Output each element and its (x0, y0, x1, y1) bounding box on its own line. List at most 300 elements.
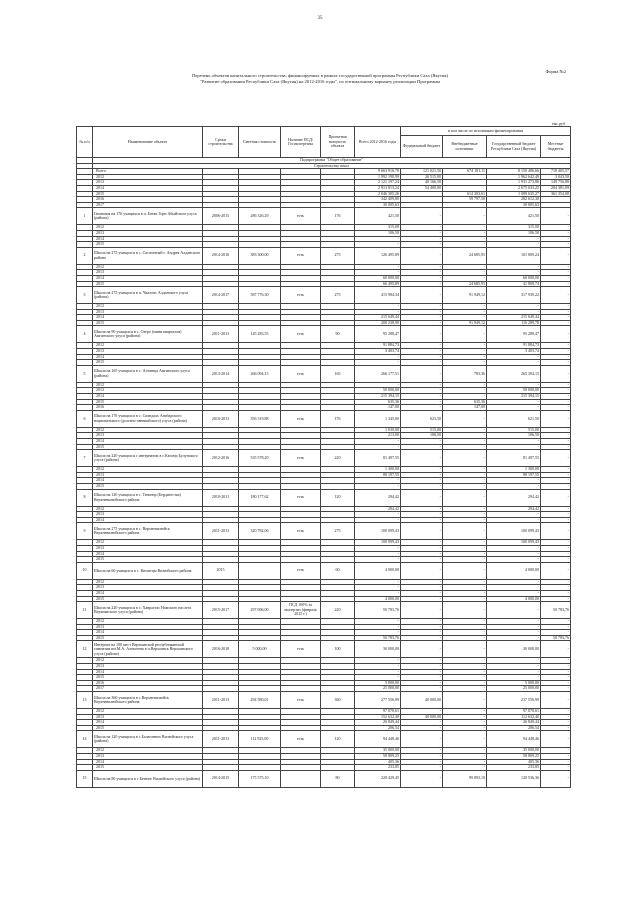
offbudget-amount: 91 949,12 (443, 320, 487, 326)
row-number: 13 (77, 692, 93, 709)
year-label: 2015 (93, 444, 203, 450)
total-amount: 421,50 (355, 208, 401, 225)
construction-term: 2011-2013 (203, 326, 239, 343)
offbudget-amount: - (443, 360, 487, 366)
local-amount: - (541, 489, 571, 506)
total-amount: 126 495,89 (355, 247, 401, 264)
republic-amount: 8 150 486,66 (487, 169, 541, 175)
total-amount: 58 809,25 (355, 754, 401, 760)
year-label: 2013 (93, 433, 203, 439)
year-label: 2014 (93, 551, 203, 557)
offbudget-amount: - (443, 517, 487, 523)
offbudget-amount: - (443, 512, 487, 518)
year-label: 2014 (93, 517, 203, 523)
object-row (77, 326, 571, 343)
federal-amount: - (401, 236, 443, 242)
federal-amount: - (401, 247, 443, 264)
local-amount: 50 783,76 (541, 635, 571, 641)
republic-amount: - (487, 635, 541, 641)
federal-amount: - (401, 557, 443, 563)
header-republic: Государственный бюджет Республики Саха (Якутия) (487, 136, 541, 158)
year-label: 2013 (93, 512, 203, 518)
local-amount: - (541, 630, 571, 636)
republic-amount: - (487, 304, 541, 310)
republic-amount: 515,00 (487, 427, 541, 433)
federal-amount: - (401, 641, 443, 658)
year-label: 2014 (93, 590, 203, 596)
federal-amount: - (401, 349, 443, 355)
federal-amount: - (401, 309, 443, 315)
local-amount: - (541, 433, 571, 439)
offbudget-amount: - (443, 545, 487, 551)
total-amount: - (355, 658, 401, 664)
year-label: 2013 (93, 309, 203, 315)
offbudget-amount: - (443, 343, 487, 349)
local-amount: - (541, 287, 571, 304)
offbudget-amount: - (443, 562, 487, 579)
republic-amount: 30 005,63 (487, 202, 541, 208)
republic-amount: 4 000,00 (487, 596, 541, 602)
republic-amount: 50 000,00 (487, 388, 541, 394)
total-amount: 4 000,00 (355, 596, 401, 602)
local-amount: - (541, 365, 571, 382)
year-label: 2012 (93, 658, 203, 664)
header-psd: Наличие ПСД/ Госэкспертизы (281, 127, 321, 158)
offbudget-amount: - (443, 450, 487, 467)
year-label: 2015 (93, 281, 203, 287)
offbudget-amount: - (443, 692, 487, 709)
local-amount: - (541, 658, 571, 664)
local-amount: - (541, 664, 571, 670)
federal-amount: - (401, 450, 443, 467)
federal-amount: - (401, 304, 443, 310)
row-number: 8 (77, 489, 93, 506)
republic-amount: - (487, 270, 541, 276)
republic-amount: 215 394,15 (487, 394, 541, 400)
federal-amount: - (401, 562, 443, 579)
local-amount: - (541, 754, 571, 760)
object-row (77, 523, 571, 540)
offbudget-amount: - (443, 410, 487, 427)
local-amount: - (541, 765, 571, 771)
federal-amount: - (401, 315, 443, 321)
federal-amount: - (401, 320, 443, 326)
year-label: 2013 (93, 585, 203, 591)
offbudget-amount: - (443, 658, 487, 664)
year-label: 2013 (93, 754, 203, 760)
local-amount: - (541, 247, 571, 264)
design-capacity: 100 (321, 641, 355, 658)
total-amount: - (355, 630, 401, 636)
local-amount: - (541, 343, 571, 349)
local-amount: - (541, 382, 571, 388)
republic-amount: 100 099,43 (487, 540, 541, 546)
republic-amount: - (487, 602, 541, 619)
local-amount: - (541, 444, 571, 450)
local-amount: - (541, 759, 571, 765)
local-amount: - (541, 731, 571, 748)
republic-amount: 317 939,22 (487, 287, 541, 304)
republic-amount: 58 809,25 (487, 754, 541, 760)
year-label: 2014 (93, 669, 203, 675)
year-label: Всего (93, 169, 203, 175)
offbudget-amount: - (443, 596, 487, 602)
header-federal: Федеральный бюджет (401, 136, 443, 158)
local-amount: - (541, 709, 571, 715)
federal-amount: - (401, 439, 443, 445)
object-row (77, 731, 571, 748)
total-amount: - (355, 242, 401, 248)
year-label: 2014 (93, 185, 203, 191)
year-label: 2012 (93, 709, 203, 715)
design-capacity: 90 (321, 326, 355, 343)
year-label: 2015 (93, 635, 203, 641)
object-row (77, 641, 571, 658)
estimate-cost: 145 283,55 (239, 326, 281, 343)
header-sources-group: в том числе по источникам финансирования (401, 127, 571, 136)
offbudget-amount: - (443, 270, 487, 276)
federal-amount: - (401, 551, 443, 557)
republic-amount: 405,36 (487, 759, 541, 765)
estimate-cost: 320 782,06 (239, 523, 281, 540)
federal-amount: - (401, 230, 443, 236)
estimate-cost: 587 776,30 (239, 287, 281, 304)
federal-amount: - (401, 709, 443, 715)
offbudget-amount: - (443, 725, 487, 731)
offbudget-amount: - (443, 489, 487, 506)
year-label: 2015 (93, 765, 203, 771)
row-number: 5 (77, 365, 93, 382)
total-amount: 50 000,00 (355, 388, 401, 394)
construction-term: 2015-2017 (203, 602, 239, 619)
offbudget-amount: - (443, 619, 487, 625)
object-name: Школа на 120 учащихся в с. Тюктюр (Бердигестях) Верхневилюйского района (93, 489, 203, 506)
estimate-cost: 294 580,01 (239, 692, 281, 709)
row-number: 7 (77, 450, 93, 467)
republic-amount: - (487, 590, 541, 596)
year-label: 2012 (93, 579, 203, 585)
year-label: 2013 (93, 180, 203, 186)
object-row (77, 450, 571, 467)
offbudget-amount: 614 303,61 (443, 191, 487, 197)
total-amount: 215 394,15 (355, 394, 401, 400)
federal-amount: - (401, 394, 443, 400)
form-number: Форма №2 (545, 69, 566, 74)
federal-amount: - (401, 506, 443, 512)
federal-amount: - (401, 664, 443, 670)
total-amount: 25 000,00 (355, 686, 401, 692)
offbudget-amount: 91 949,12 (443, 287, 487, 304)
year-label: 2014 (93, 759, 203, 765)
republic-amount: - (487, 439, 541, 445)
unit-label: тыс.руб. (551, 121, 566, 126)
local-amount: - (541, 686, 571, 692)
design-capacity: 275 (321, 247, 355, 264)
local-amount: - (541, 410, 571, 427)
federal-amount: - (401, 270, 443, 276)
object-name: Интернат на 100 мест Верхоянской республиканской гимназии им.М.А. Алексеева в п.Верхоянск Верхоянского улуса (района) (93, 641, 203, 658)
row-number: 3 (77, 287, 93, 304)
republic-amount: 91 884,73 (487, 343, 541, 349)
local-amount: - (541, 545, 571, 551)
year-label: 2016 (93, 405, 203, 411)
title-line-1: Перечень объектов капитального строительства, финансируемых в рамках государственной программы Республики Саха (Якутия) (191, 73, 449, 78)
construction-term: 2010-2011 (203, 489, 239, 506)
total-amount: 30 000,00 (355, 641, 401, 658)
object-name: Школа на 360 учащихся в с.Верхневилюйск Верхневилюйского района (93, 692, 203, 709)
estimate-cost: 266 094,15 (239, 365, 281, 382)
offbudget-amount: - (443, 394, 487, 400)
header-capacity: Проектная мощность объекта (321, 127, 355, 158)
federal-amount: - (401, 478, 443, 484)
total-amount: 152 632,40 (355, 714, 401, 720)
year-label: 2012 (93, 748, 203, 754)
design-capacity: 220 (321, 602, 355, 619)
federal-amount: - (401, 388, 443, 394)
local-amount: - (541, 225, 571, 231)
offbudget-amount: - (443, 309, 487, 315)
total-amount: 60 000,00 (355, 275, 401, 281)
republic-amount: 81 497,55 (487, 450, 541, 467)
federal-amount: - (401, 467, 443, 473)
federal-amount: - (401, 731, 443, 748)
offbudget-amount: - (443, 641, 487, 658)
republic-amount: 282 612,30 (487, 197, 541, 203)
republic-amount: - (487, 360, 541, 366)
offbudget-amount: - (443, 686, 487, 692)
federal-amount: - (401, 658, 443, 664)
object-name: Школа на 90 учащихся в с. Озеро (мини кварталов) Амгинского улуса (района) (93, 326, 203, 343)
local-amount: - (541, 725, 571, 731)
offbudget-amount: - (443, 551, 487, 557)
local-amount: - (541, 624, 571, 630)
federal-amount: - (401, 619, 443, 625)
design-capacity: 120 (321, 489, 355, 506)
republic-amount: 26 849,44 (487, 720, 541, 726)
republic-amount: - (487, 579, 541, 585)
row-number: 11 (77, 602, 93, 619)
republic-amount: - (487, 557, 541, 563)
year-label: 2014 (93, 315, 203, 321)
year-label: 2014 (93, 394, 203, 400)
total-amount: 215 649,44 (355, 315, 401, 321)
local-amount: 361 354,08 (541, 191, 571, 197)
design-capacity: 80 (321, 770, 355, 787)
federal-amount: 623,50 (401, 410, 443, 427)
total-amount: 1 345,00 (355, 410, 401, 427)
year-label: 2013 (93, 230, 203, 236)
republic-amount: - (487, 478, 541, 484)
republic-amount: - (487, 630, 541, 636)
federal-amount: - (401, 686, 443, 692)
republic-amount: 1 089 635,27 (487, 191, 541, 197)
offbudget-amount: - (443, 759, 487, 765)
total-amount: 91 884,73 (355, 343, 401, 349)
local-amount: - (541, 439, 571, 445)
object-row (77, 208, 571, 225)
total-amount: 2 046 305,26 (355, 191, 401, 197)
year-label: 2012 (93, 540, 203, 546)
year-label: 2012 (93, 427, 203, 433)
offbudget-amount: - (443, 478, 487, 484)
object-name: Гимназия на 176 учащихся в п. Батаи Горн Абыйского улуса (района) (93, 208, 203, 225)
row-number: 15 (77, 770, 93, 787)
federal-amount: - (401, 596, 443, 602)
object-row (77, 692, 571, 709)
offbudget-amount: - (443, 720, 487, 726)
object-name: Школа на 220 учащихся в с. Хаврастас Намского наслега Верхоянского улуса (района) (93, 602, 203, 619)
federal-amount: - (401, 669, 443, 675)
total-amount: 635,36 (355, 399, 401, 405)
republic-amount: 106,50 (487, 433, 541, 439)
republic-amount: 1 962 642,49 (487, 174, 541, 180)
total-amount: 2 913 813,24 (355, 185, 401, 191)
offbudget-amount: - (443, 472, 487, 478)
object-name: Школа на 60 учащихся в с. Кюлятцы Вилюйского района (93, 562, 203, 579)
local-amount: 50 783,76 (541, 602, 571, 619)
federal-amount: - (401, 483, 443, 489)
federal-amount: - (401, 630, 443, 636)
offbudget-amount: - (443, 664, 487, 670)
psd-status: есть (281, 562, 321, 579)
total-amount: - (355, 585, 401, 591)
year-label: 2016 (93, 680, 203, 686)
object-row (77, 489, 571, 506)
psd-status: ПСД 100% за экспертиз (февраль 2015 г.) (281, 602, 321, 619)
year-label: 2012 (93, 343, 203, 349)
year-label: 2015 (93, 725, 203, 731)
total-amount: - (355, 382, 401, 388)
republic-amount: 2 675 033,25 (487, 185, 541, 191)
republic-amount: 421,50 (487, 208, 541, 225)
republic-amount: - (487, 236, 541, 242)
construction-term: 2013-2014 (203, 365, 239, 382)
republic-amount: 315,00 (487, 225, 541, 231)
year-label: 2014 (93, 478, 203, 484)
year-label: 2012 (93, 304, 203, 310)
offbudget-amount: - (443, 506, 487, 512)
local-amount: - (541, 427, 571, 433)
total-amount: 94 448,46 (355, 731, 401, 748)
object-name: Школа на 165 учащихся в с. Алтанцы Амгинского улуса (района) (93, 365, 203, 382)
federal-amount: - (401, 523, 443, 540)
federal-amount: - (401, 770, 443, 787)
object-row (77, 770, 571, 787)
local-amount: - (541, 675, 571, 681)
total-amount: 35 000,00 (355, 748, 401, 754)
object-row (77, 602, 571, 619)
republic-amount: 1 931 273,86 (487, 180, 541, 186)
federal-amount: - (401, 624, 443, 630)
republic-amount: - (487, 517, 541, 523)
title-line-2: "Развитие образования Республики Саха (Якутия) на 2012-2016 годы", по оптимальному варианту реализации Программы (199, 79, 441, 84)
offbudget-amount: - (443, 602, 487, 619)
local-amount: - (541, 236, 571, 242)
object-row (77, 247, 571, 264)
year-label: 2014 (93, 720, 203, 726)
year-label: 2015 (93, 557, 203, 563)
total-amount: 342 409,80 (355, 197, 401, 203)
year-label: 2012 (93, 264, 203, 270)
construction-term: 2011-2013 (203, 523, 239, 540)
republic-amount: 94 448,46 (487, 731, 541, 748)
federal-amount: - (401, 720, 443, 726)
republic-amount: 80 197,55 (487, 472, 541, 478)
local-amount: - (541, 208, 571, 225)
federal-amount: - (401, 754, 443, 760)
local-amount: - (541, 326, 571, 343)
estimate-cost: 535 578,20 (239, 450, 281, 467)
year-label: 2015 (93, 675, 203, 681)
total-amount: - (355, 557, 401, 563)
local-amount: - (541, 281, 571, 287)
federal-amount: - (401, 444, 443, 450)
offbudget-amount: - (443, 315, 487, 321)
local-amount: 149 756,88 (541, 180, 571, 186)
year-label: 2013 (93, 472, 203, 478)
row-number: 4 (77, 326, 93, 343)
local-amount: - (541, 551, 571, 557)
construction-term: 2014-2015 (203, 770, 239, 787)
republic-amount: 294,42 (487, 506, 541, 512)
estimate-cost: 5 000,00 (239, 641, 281, 658)
total-amount: - (355, 304, 401, 310)
estimate-cost: 383 300,00 (239, 247, 281, 264)
object-name: Школа на 275 учащихся в п. Чкаловс Алданского улуса (района) (93, 287, 203, 304)
year-label: 2014 (93, 630, 203, 636)
federal-amount: - (401, 540, 443, 546)
offbudget-amount: - (443, 354, 487, 360)
republic-amount: - (487, 264, 541, 270)
offbudget-amount: 147,00 (443, 405, 487, 411)
republic-amount: 215 649,44 (487, 315, 541, 321)
header-term: Сроки строительства (203, 127, 239, 158)
design-capacity: 275 (321, 523, 355, 540)
year-label: 2014 (93, 275, 203, 281)
total-amount: 3 403,74 (355, 349, 401, 355)
estimate-cost: 286 326,29 (239, 208, 281, 225)
total-amount: 200 238,90 (355, 320, 401, 326)
offbudget-amount: - (443, 579, 487, 585)
total-amount: 206,54 (355, 725, 401, 731)
header-offbudget: Внебюджетные источники (443, 136, 487, 158)
total-amount: - (355, 439, 401, 445)
local-amount: - (541, 770, 571, 787)
offbudget-amount: - (443, 439, 487, 445)
estimate-cost: 112 925,00 (239, 731, 281, 748)
capital-construction-table (76, 126, 571, 788)
republic-amount: 233,85 (487, 765, 541, 771)
offbudget-amount: 24 685,95 (443, 281, 487, 287)
local-amount: - (541, 354, 571, 360)
federal-amount: 121 021,50 (401, 169, 443, 175)
offbudget-amount: - (443, 388, 487, 394)
year-label: 2015 (93, 483, 203, 489)
total-amount: 9 663 916,78 (355, 169, 401, 175)
republic-amount: - (487, 551, 541, 557)
offbudget-amount: - (443, 585, 487, 591)
republic-amount: - (487, 444, 541, 450)
local-amount: - (541, 472, 571, 478)
offbudget-amount: - (443, 326, 487, 343)
republic-amount: 237 556,99 (487, 692, 541, 709)
total-amount: 50 783,76 (355, 602, 401, 619)
object-name: Школа на 275 учащихся в с. Верхневилюйск Верхневилюйского района (93, 523, 203, 540)
total-amount: - (355, 664, 401, 670)
year-label: 2013 (93, 664, 203, 670)
year-label: 2012 (93, 467, 203, 473)
local-amount: - (541, 360, 571, 366)
